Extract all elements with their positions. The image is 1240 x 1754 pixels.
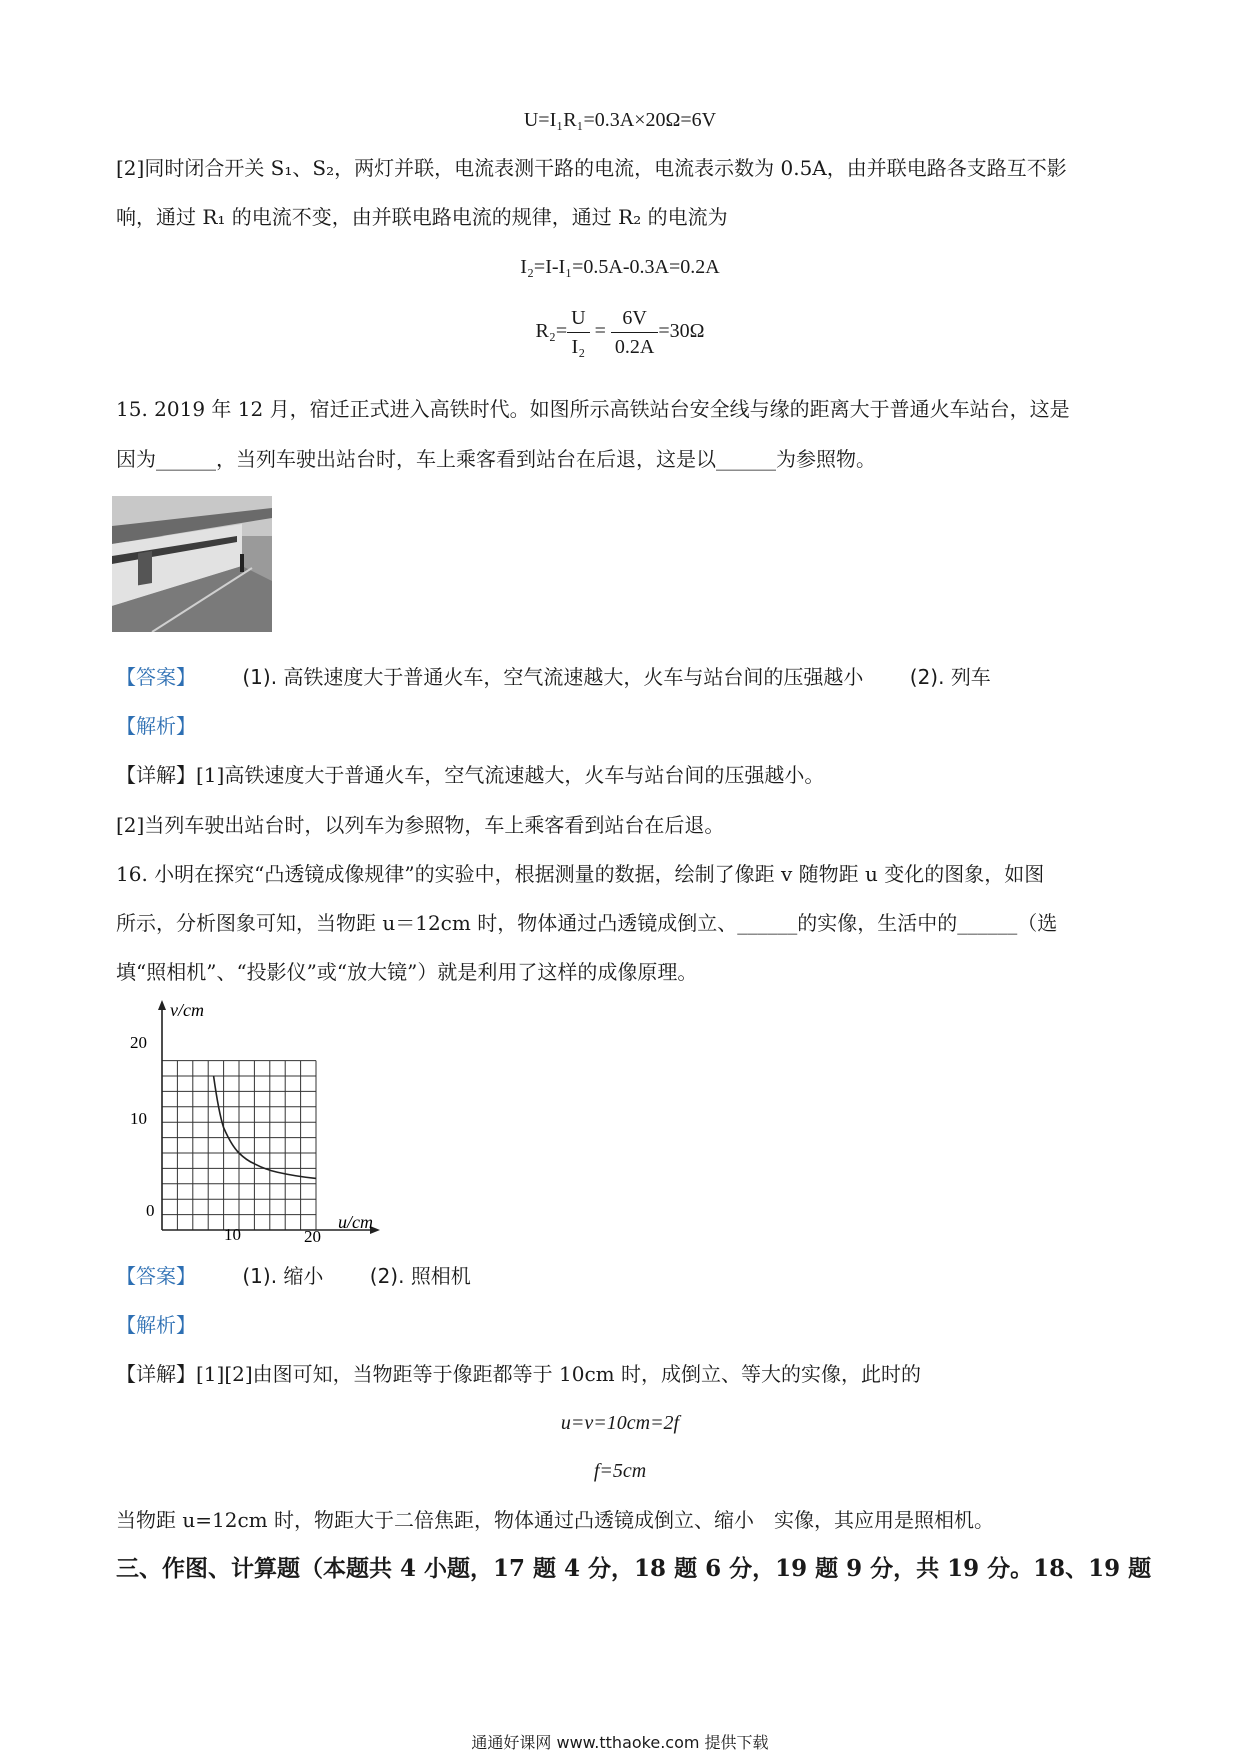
- x-axis-label: u/cm: [338, 1212, 373, 1232]
- equation-resistance-r2: [0, 304, 1240, 361]
- x-tick-20: 20: [304, 1227, 321, 1245]
- equation-current-i2: I₂=I-I₁=0.5A-0.3A=0.2A: [520, 256, 720, 278]
- fraction-6v-over-02a: [611, 304, 658, 361]
- answer-option-2-text: 列车: [950, 665, 991, 689]
- high-speed-train-platform-photo: [112, 496, 272, 632]
- fraction-numerator-6v: 6V: [611, 304, 658, 333]
- equation-focal-relation: u=v=10cm=2f: [560, 1412, 680, 1434]
- y-tick-20: 20: [130, 1033, 147, 1052]
- image-distance-vs-object-distance-graph: [112, 1000, 402, 1245]
- q14-text-line2: 响，通过 R₁ 的电流不变，由并联电路电流的规律，通过 R₂ 的电流为: [116, 205, 728, 229]
- q16-detail-line1: 【详解】[1][2]由图可知，当物距等于像距都等于 10cm 时，成倒立、等大的实像，此时的: [116, 1362, 921, 1386]
- graph-grid: [162, 1061, 316, 1230]
- answer-option-2-text: 照相机: [410, 1264, 471, 1288]
- r2-equals: =: [594, 320, 606, 343]
- q15-detail-line1: 【详解】[1]高铁速度大于普通火车，空气流速越大，火车与站台间的压强越小。: [116, 763, 825, 787]
- q16-answer-row: [116, 1262, 471, 1290]
- q16-analysis-tag: 【解析】: [116, 1313, 196, 1337]
- answer-option-2-label: (2).: [369, 1264, 405, 1288]
- q15-detail-line2: [2]当列车驶出站台时，以列车为参照物，车上乘客看到站台在后退。: [116, 813, 725, 837]
- y-axis-label: v/cm: [170, 1000, 204, 1020]
- answer-tag: 【答案】: [116, 1264, 196, 1288]
- q15-analysis-tag: 【解析】: [116, 714, 196, 738]
- x-tick-10: 10: [224, 1225, 241, 1244]
- equation-focal-length: f=5cm: [593, 1460, 647, 1482]
- page-footer: 通通好课网 www.tthaoke.com 提供下载: [471, 1733, 769, 1752]
- y-axis-arrow: [158, 1000, 166, 1010]
- r2-result: =30Ω: [658, 320, 705, 343]
- q15-text-line2: 因为______，当列车驶出站台时，车上乘客看到站台在后退，这是以______为参照物。: [116, 447, 876, 471]
- section-heading: 三、作图、计算题（本题共 4 小题，17 题 4 分，18 题 6 分，19 题 9 分，共 19 分。18、19 题: [116, 1555, 1152, 1582]
- answer-option-1-text: 缩小: [283, 1264, 324, 1288]
- q16-text-line2: 所示，分析图象可知，当物距 u＝12cm 时，物体通过凸透镜成倒立、______的实像，生活中的______（选: [116, 911, 1058, 935]
- q16-text-line1: 16. 小明在探究“凸透镜成像规律”的实验中，根据测量的数据，绘制了像距 v 随物距 u 变化的图象，如图: [116, 862, 1045, 886]
- fraction-u-over-i2: [567, 304, 589, 361]
- answer-option-1-label: (1).: [242, 1264, 278, 1288]
- fraction-numerator-u: U: [567, 304, 589, 333]
- q14-text-line1: [2]同时闭合开关 S₁、S₂，两灯并联，电流表测干路的电流，电流表示数为 0.5A，由并联电路各支路互不影: [116, 156, 1067, 180]
- answer-option-2-label: (2).: [909, 665, 945, 689]
- answer-option-1-text: 高铁速度大于普通火车，空气流速越大，火车与站台间的压强越小: [283, 665, 864, 689]
- q15-text-line1: 15. 2019 年 12 月，宿迁正式进入高铁时代。如图所示高铁站台安全线与缘的距离大于普通火车站台，这是: [116, 397, 1070, 421]
- r2-lhs: R₂=: [535, 320, 568, 343]
- q15-answer-row: [116, 663, 991, 691]
- q16-conclusion: 当物距 u=12cm 时，物距大于二倍焦距，物体通过凸透镜成倒立、缩小 实像，其应用是照相机。: [116, 1508, 994, 1532]
- fraction-denominator-02a: 0.2A: [614, 336, 655, 358]
- fraction-denominator-i2: I₂: [571, 336, 586, 358]
- answer-option-1-label: (1).: [242, 665, 278, 689]
- equation-voltage: U=I₁R₁=0.3A×20Ω=6V: [523, 109, 717, 131]
- y-tick-10: 10: [130, 1109, 147, 1128]
- x-tick-0: 0: [146, 1201, 155, 1220]
- answer-tag: 【答案】: [116, 665, 196, 689]
- q16-text-line3: 填“照相机”、“投影仪”或“放大镜”）就是利用了这样的成像原理。: [116, 960, 698, 984]
